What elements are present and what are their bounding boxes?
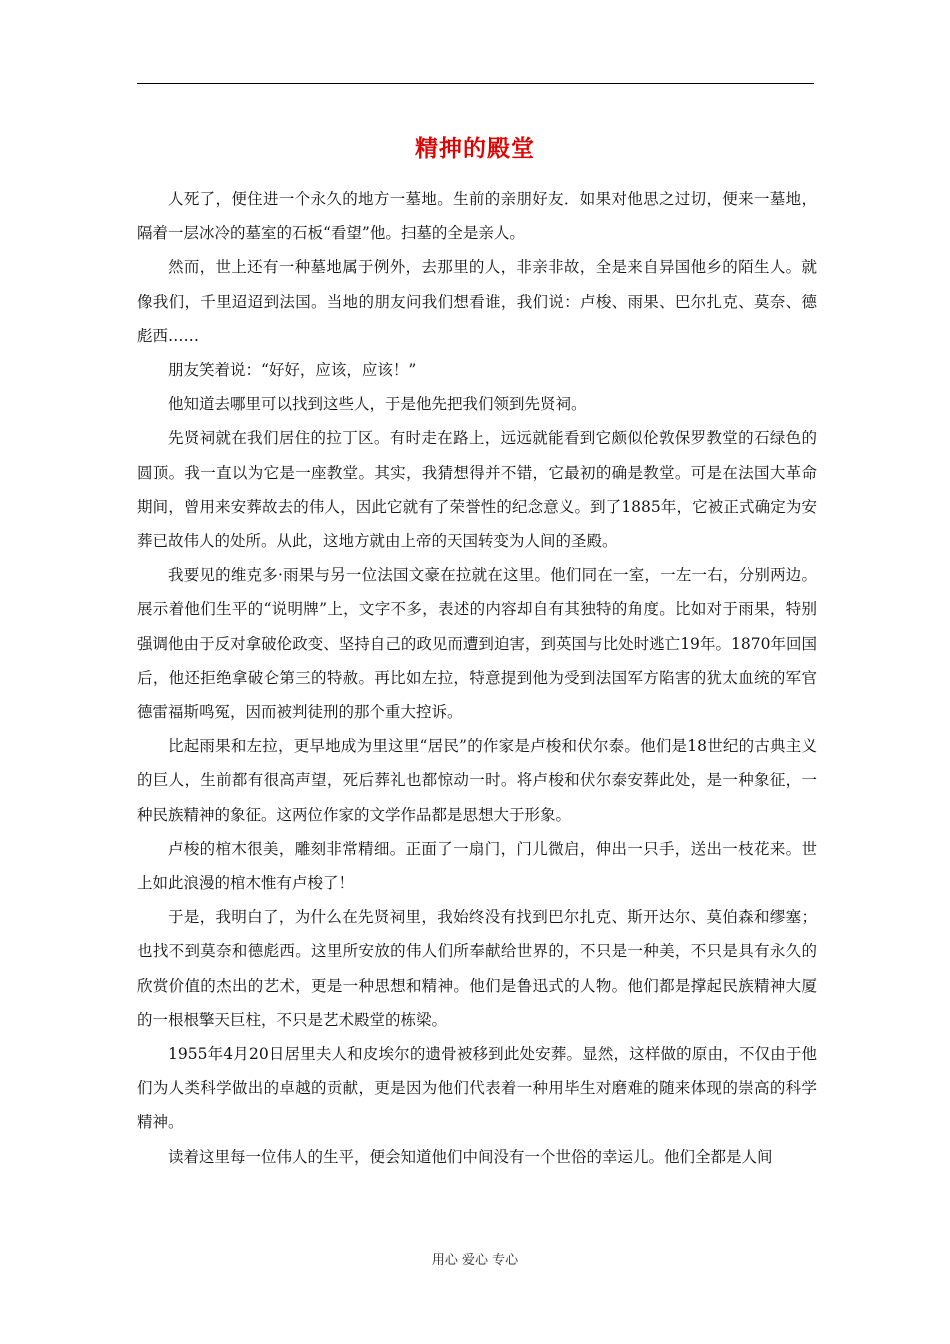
page-footer: 用心 爱心 专心 xyxy=(431,1253,519,1268)
header-rule xyxy=(137,83,814,84)
paragraph: 1955年4月20日居里夫人和皮埃尔的遗骨被移到此处安葬。显然，这样做的原由，不仅由于他们为人类科学做出的卓越的贡献，更是因为他们代表着一种用毕生对磨难的随来体现的崇高的科学精神。 xyxy=(137,1045,817,1132)
document-title: 精抻的殿堂 xyxy=(415,135,535,162)
paragraph: 朋友笑着说：“好好，应该，应该！” xyxy=(168,361,417,380)
paragraph: 于是，我明白了，为什么在先贤祠里，我始终没有找到巴尔扎克、斯开达尔、莫伯森和缪塞；也找不到莫奈和德彪西。这里所安放的伟人们所奉献给世界的，不只是一种美，不只是具有永久的欣赏价值的杰出的艺术，更是一种思想和精神。他们是鲁迅式的人物。他们都是撑起民族精神大厦的一根根擎天巨柱，不只是艺术殿堂的栋梁。 xyxy=(137,908,817,1029)
paragraph: 卢梭的棺木很美，雕刻非常精细。正面了一扇门，门儿微启，伸出一只手，送出一枝花来。世上如此浪漫的棺木惟有卢梭了！ xyxy=(137,839,817,893)
paragraph: 他知道去哪里可以找到这些人，于是他先把我们领到先贤祠。 xyxy=(168,395,587,414)
paragraph: 我要见的维克多·雨果与另一位法国文豪在拉就在这里。他们同在一室，一左一右，分别两边。展示着他们生平的“说明牌”上，文字不多，表述的内容却自有其独特的角度。比如对于雨果，特别强调他由于反对拿破伦政变、坚持自己的政见而遭到迫害，到英国与比处时逃亡19年。1870年回国后，他还拒绝拿破仑第三的特赦。再比如左拉，特意提到他为受到法国军方陷害的犹太血统的军官德雷福斯鸣冤，因而被判徒刑的那个重大控诉。 xyxy=(137,566,817,722)
document-body xyxy=(137,182,817,1174)
paragraph: 读着这里每一位伟人的生平，便会知道他们中间没有一个世俗的幸运儿。他们全都是人间 xyxy=(168,1147,773,1166)
paragraph: 然而，世上还有一种墓地属于例外，去那里的人，非亲非故，全是来自异国他乡的陌生人。就像我们，千里迢迢到法国。当地的朋友问我们想看谁，我们说：卢梭、雨果、巴尔扎克、莫奈、德彪西…… xyxy=(137,258,817,345)
paragraph: 人死了，便住进一个永久的地方一墓地。生前的亲朋好友．如果对他思之过切，便来一墓地，隔着一层冰冷的墓室的石板“看望”他。扫墓的全是亲人。 xyxy=(137,190,817,243)
paragraph: 先贤祠就在我们居住的拉丁区。有时走在路上，远远就能看到它颇似伦敦保罗教堂的石绿色的圆顶。我一直以为它是一座教堂。其实，我猜想得并不错，它最初的确是教堂。可是在法国大革命期间，曾用来安葬故去的伟人，因此它就有了荣誉性的纪念意义。到了1885年，它被正式确定为安葬已故伟人的处所。从此，这地方就由上帝的天国转变为人间的圣殿。 xyxy=(137,429,817,551)
paragraph: 比起雨果和左拉，更早地成为里这里“居民”的作家是卢梭和伏尔泰。他们是18世纪的古典主义的巨人，生前都有很高声望，死后葬礼也都惊动一时。将卢梭和伏尔泰安葬此处，是一种象征，一种民族精神的象征。这两位作家的文学作品都是思想大于形象。 xyxy=(137,737,817,824)
